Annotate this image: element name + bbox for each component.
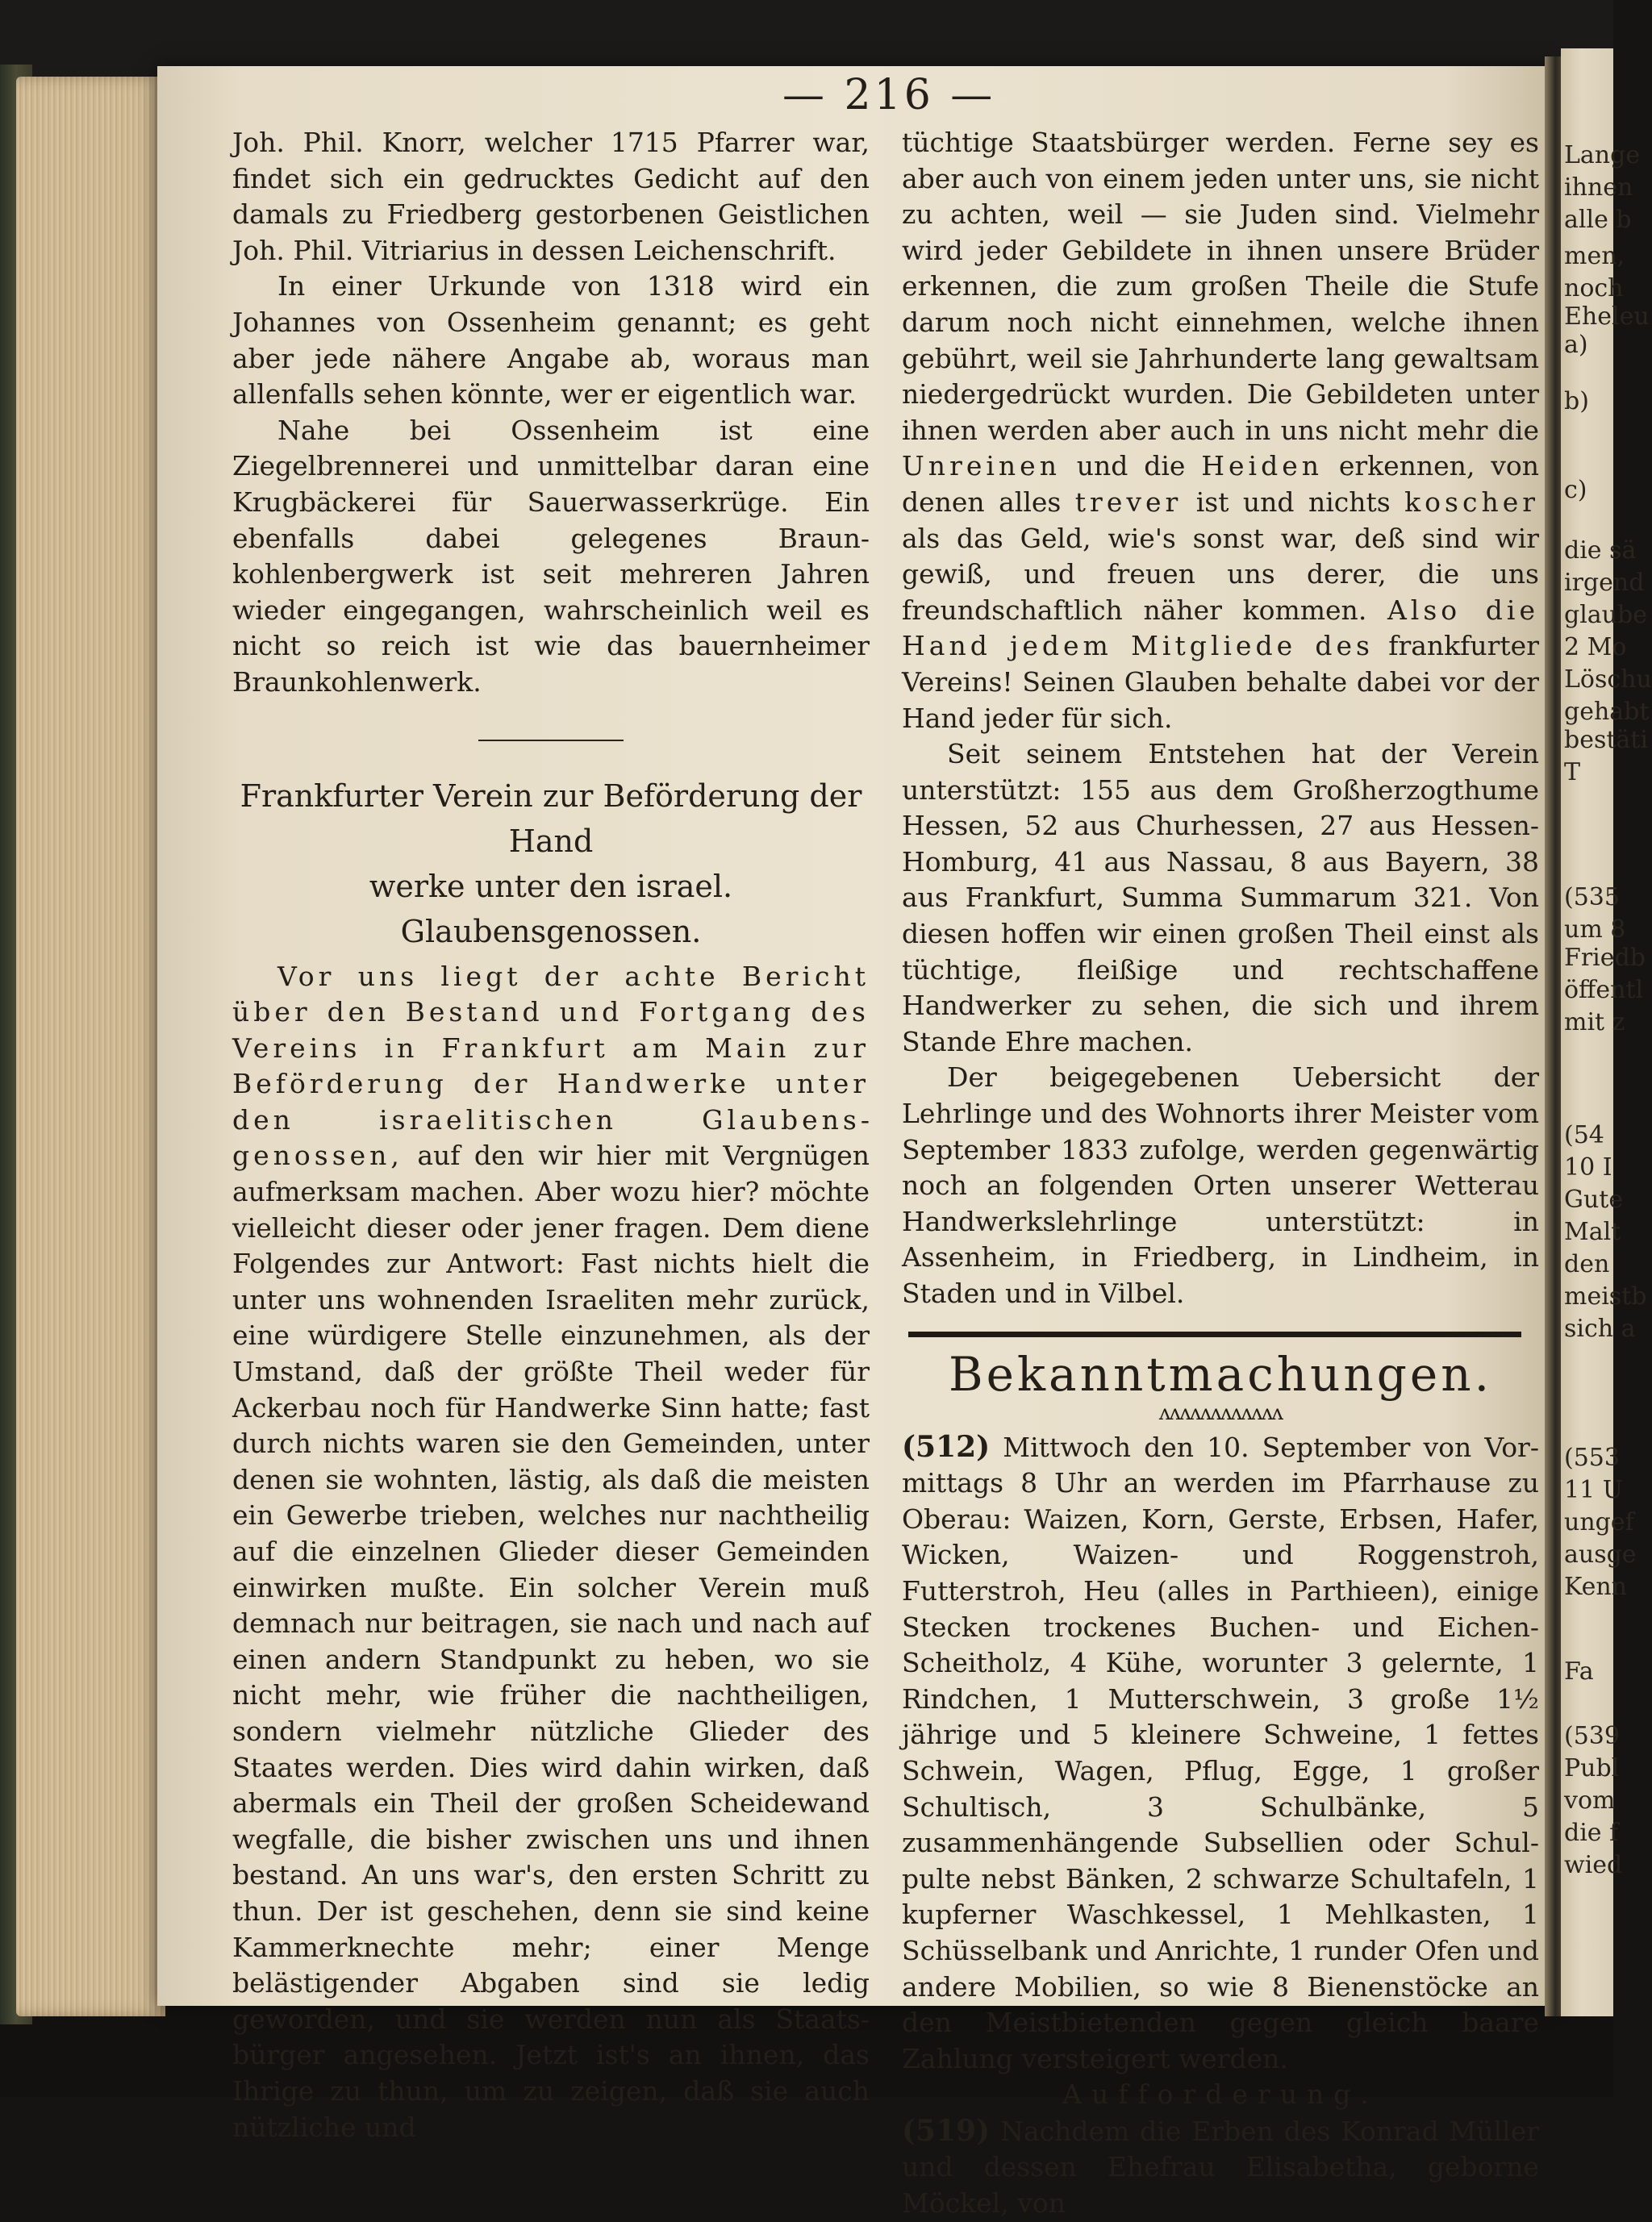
paragraph-text: auf den wir hier mit Vergnügen aufmerksam machen. Aber wozu hier? möchte vielleicht dieser oder jener fragen. Dem diene Folgendes zur Antwort: Fast nichts hielt die unter uns wohnenden Israeliten mehr zurück, eine würdigere Stelle einzunehmen, als der Umstand, daß der größte Theil weder für Ackerbau noch für Handwerke Sinn hatte; fast durch nichts waren sie den Gemeinden, unter denen sie wohnten, lästig, als daß die meisten ein Gewerbe trieben, welches nur nachtheilig auf die einzelnen Glieder dieser Gemeinden einwirken mußte. Ein solcher Verein muß demnach nur beitragen, sie nach und nach auf einen andern Standpunkt zu heben, wo sie nicht mehr, wie früher die nachtheiligen, sondern vielmehr nützliche Glieder des Staates werden. Dies wird dahin wirken, daß abermals ein Theil der großen Scheidewand wegfalle, die bisher zwischen uns und ihnen bestand. An uns war's, den ersten Schritt zu thun. Der ist geschehen, denn sie sind keine Kammerknechte mehr; einer Menge belästigender Abgaben sind sie ledig geworden, und sie werden nun als Staatsbürger angesehen. Jetzt ist's an ihnen, das Ihrige zu thun, um zu zeigen, daß sie auch nützliche und (232, 1140, 870, 2143)
facing-page-text: den (1564, 1250, 1610, 1278)
announcement-text: Nachdem die Erben des Konrad Müller und dessen Ehefrau Elisabetha, geborne Möckel, von (902, 2115, 1539, 2220)
book-gutter (1545, 56, 1562, 2016)
facing-page-text: Friedb (1564, 944, 1646, 972)
facing-page-text: 11 U (1564, 1476, 1623, 1504)
facing-page-text: (553 (1564, 1444, 1620, 1472)
facing-page-text: vom (1564, 1786, 1616, 1815)
announcement-title: Aufforderung. (1062, 2078, 1379, 2111)
spaced-text: Heiden (1201, 450, 1324, 482)
paragraph-text: als das Geld, wie's sonst war, deß sind wir gewiß, und freuen uns derer, die uns freundschaftlich näher kommen. (902, 522, 1539, 626)
paragraph-text: ist und nichts (1182, 486, 1405, 518)
announcement-number: (512) (902, 1429, 991, 1464)
section-heading-frankfurter-verein (232, 773, 870, 954)
facing-page-text: bestäti (1564, 726, 1648, 754)
spaced-text: Unreinen (902, 450, 1061, 482)
facing-page-text: noch (1564, 274, 1624, 302)
paragraph-ziegelbrennerei: Nahe bei Ossenheim ist eine Ziegelbrennerei und unmittelbar daran eine Krugbäckerei für Sauerwasserkrüge. Ein ebenfalls dabei gelegenes Braunkohlenbergwerk ist seit mehreren Jahren wieder eingegangen, wahrscheinlich weil es nicht so reich ist wie das bauernheimer Braunkohlenwerk. (232, 414, 870, 698)
facing-page-text: die sä (1564, 536, 1637, 565)
paragraph-unterstuetzt: Seit seinem Entstehen hat der Verein unterstützt: 155 aus dem Großherzogthume Hessen, 52 aus Churhessen, 27 aus Hessen-Homburg, 41 aus Nassau, 8 aus Bayern, 38 aus Frankfurt, Summa Summarum 321. Von diesen hoffen wir einen großen Theil einst als tüchtige, fleißige und rechtschaffene Handwerker zu sehen, die sich und ihrem Stande Ehre machen. (902, 738, 1539, 1057)
heading-line: Frankfurter Verein zur Beförderung der Hand (240, 777, 862, 859)
facing-page-text: glaube (1564, 601, 1647, 629)
facing-page-text: alle b (1564, 206, 1632, 234)
heading-ornament: ʌʌʌʌʌʌʌʌʌʌʌʌ (1158, 1400, 1283, 1425)
paragraph-text: tüchtige Staatsbürger werden. Ferne sey es aber auch von einem jeden unter uns, sie nicht zu achten, weil — sie Juden sind. Vielmehr wird jeder Gebildete in ihnen unsere Brüder erkennen, die zum großen Theile die Stufe darum noch nicht einnehmen, welche ihnen gebührt, weil sie Jahrhunderte lang gewaltsam niedergedrückt wurden. Die Gebildeten unter ihnen werden aber auch in uns nicht mehr die (902, 127, 1539, 446)
facing-page-text: c) (1564, 476, 1587, 504)
facing-page-text: Malt (1564, 1218, 1621, 1246)
announcement-512 (902, 1429, 1539, 2078)
paragraph-staatsbuerger (902, 125, 1539, 736)
spaced-text: trever (1074, 486, 1183, 518)
paragraph-achter-bericht (232, 959, 870, 2146)
facing-page-text: öffentl (1564, 976, 1644, 1004)
facing-page-text: (535 (1564, 883, 1620, 911)
paragraph-text: erkennen, von denen alles (902, 450, 1539, 518)
facing-page-text: T (1564, 758, 1581, 786)
facing-page-fragment (1561, 48, 1652, 2016)
facing-page-text: gehabt (1564, 698, 1650, 726)
facing-page-text: um 8 (1564, 915, 1626, 944)
paragraph-lehrlinge: Der beigegebenen Uebersicht der Lehrlinge und des Wohnorts ihrer Meister vom September 1833 zufolge, werden gegenwärtig noch an folgenden Orten unserer Wetterau Handwerkslehrlinge unterstützt: in Assenheim, in Friedberg, in Lindheim, in Staden und in Vilbel. (902, 1061, 1539, 1309)
facing-page-text: Publ (1564, 1754, 1620, 1782)
facing-page-text: ausge (1564, 1540, 1637, 1569)
section-rule (908, 1332, 1521, 1337)
paragraph-knorr: Joh. Phil. Knorr, welcher 1715 Pfarrer war, findet sich ein gedrucktes Gedicht auf den damals zu Friedberg gestorbenen Geistlichen Joh. Phil. Vitriarius in dessen Leichenschrift. (232, 127, 870, 266)
facing-page-text: 2 Mo (1564, 633, 1627, 661)
heading-line: werke unter den israel. Glaubensgenossen. (369, 868, 733, 949)
facing-page-text: ihnen (1564, 173, 1633, 202)
facing-page-text: Löschu (1564, 665, 1652, 694)
left-column (232, 125, 870, 2145)
facing-page-text: Eheleu (1564, 302, 1650, 331)
right-column (902, 125, 1539, 2222)
page-stack-edge (16, 77, 165, 2016)
announcement-519 (902, 2113, 1539, 2222)
facing-page-text: Fa (1564, 1657, 1594, 1686)
facing-page-text: b) (1564, 387, 1589, 415)
spaced-text: Also die Hand jedem Mitgliede des (902, 594, 1539, 662)
facing-page-text: die f (1564, 1819, 1619, 1847)
facing-page-text: mit z (1564, 1008, 1625, 1036)
facing-page-text: irgend (1564, 569, 1645, 597)
facing-page-text: (539 (1564, 1722, 1620, 1750)
facing-page-text: (54 (1564, 1121, 1604, 1149)
announcement-number: (519) (902, 2113, 991, 2148)
spaced-text: koscher (1404, 486, 1539, 518)
page-number: — 216 — (782, 71, 996, 119)
facing-page-text: meistb (1564, 1282, 1647, 1311)
facing-page-text: a) (1564, 331, 1588, 359)
paragraph-ossenheim-urkunde: In einer Urkunde von 1318 wird ein Johannes von Ossenheim genannt; es geht aber jede nähere Angabe ab, woraus man allenfalls sehen könnte, wer er eigentlich war. (232, 270, 870, 411)
facing-page-text: sich a (1564, 1315, 1636, 1343)
section-divider (478, 740, 624, 741)
section-heading-bekanntmachungen: Bekanntmachungen. (948, 1346, 1493, 1402)
paragraph-text: und die (1060, 450, 1202, 482)
facing-page-text: Gute (1564, 1186, 1624, 1214)
announcement-text: Mittwoch den 10. September von Vormittags 8 Uhr an werden im Pfarrhause zu Oberau: Waizen, Korn, Gerste, Erbsen, Hafer, Wicken, Waizen- und Roggenstroh, Futterstroh, Heu (alles in Parthieen), einige Stecken trockenes Buchen- und Eichen-Scheitholz, 4 Kühe, worunter 3 gelernte, 1 Rindchen, 1 Mutterschwein, 3 große 1½ jährige und 5 kleinere Schweine, 1 fettes Schwein, Wagen, Pflug, Egge, 1 großer Schultisch, 3 Schulbänke, 5 zusammenhängende Subsellien oder Schulpulte nebst Bänken, 2 schwarze Schultafeln, 1 kupferner Waschkessel, 1 Mehlkasten, 1 Schüsselbank und Anrichte, 1 runder Ofen und andere Mobilien, so wie 8 Bienenstöcke an den Meistbietenden gegen gleich baare Zahlung versteigert werden. (902, 1431, 1539, 2074)
facing-page-text: Kenn (1564, 1573, 1628, 1601)
facing-page-text: ungef (1564, 1508, 1634, 1536)
facing-page-text: wied (1564, 1851, 1623, 1879)
facing-page-text: 10 I (1564, 1153, 1612, 1182)
facing-page-text: Lange (1564, 141, 1641, 169)
facing-page-text: men, (1564, 242, 1625, 270)
paragraph-text: frankfurter Vereins! Seinen Glauben behalte dabei vor der Hand jeder für sich. (902, 630, 1539, 734)
spaced-text: Vor uns liegt der achte Bericht über den Bestand und Fortgang des Vereins in Frankfurt am Main zur Beförderung der Handwerke unter den israelitischen Glaubensgenossen, (232, 960, 870, 1172)
